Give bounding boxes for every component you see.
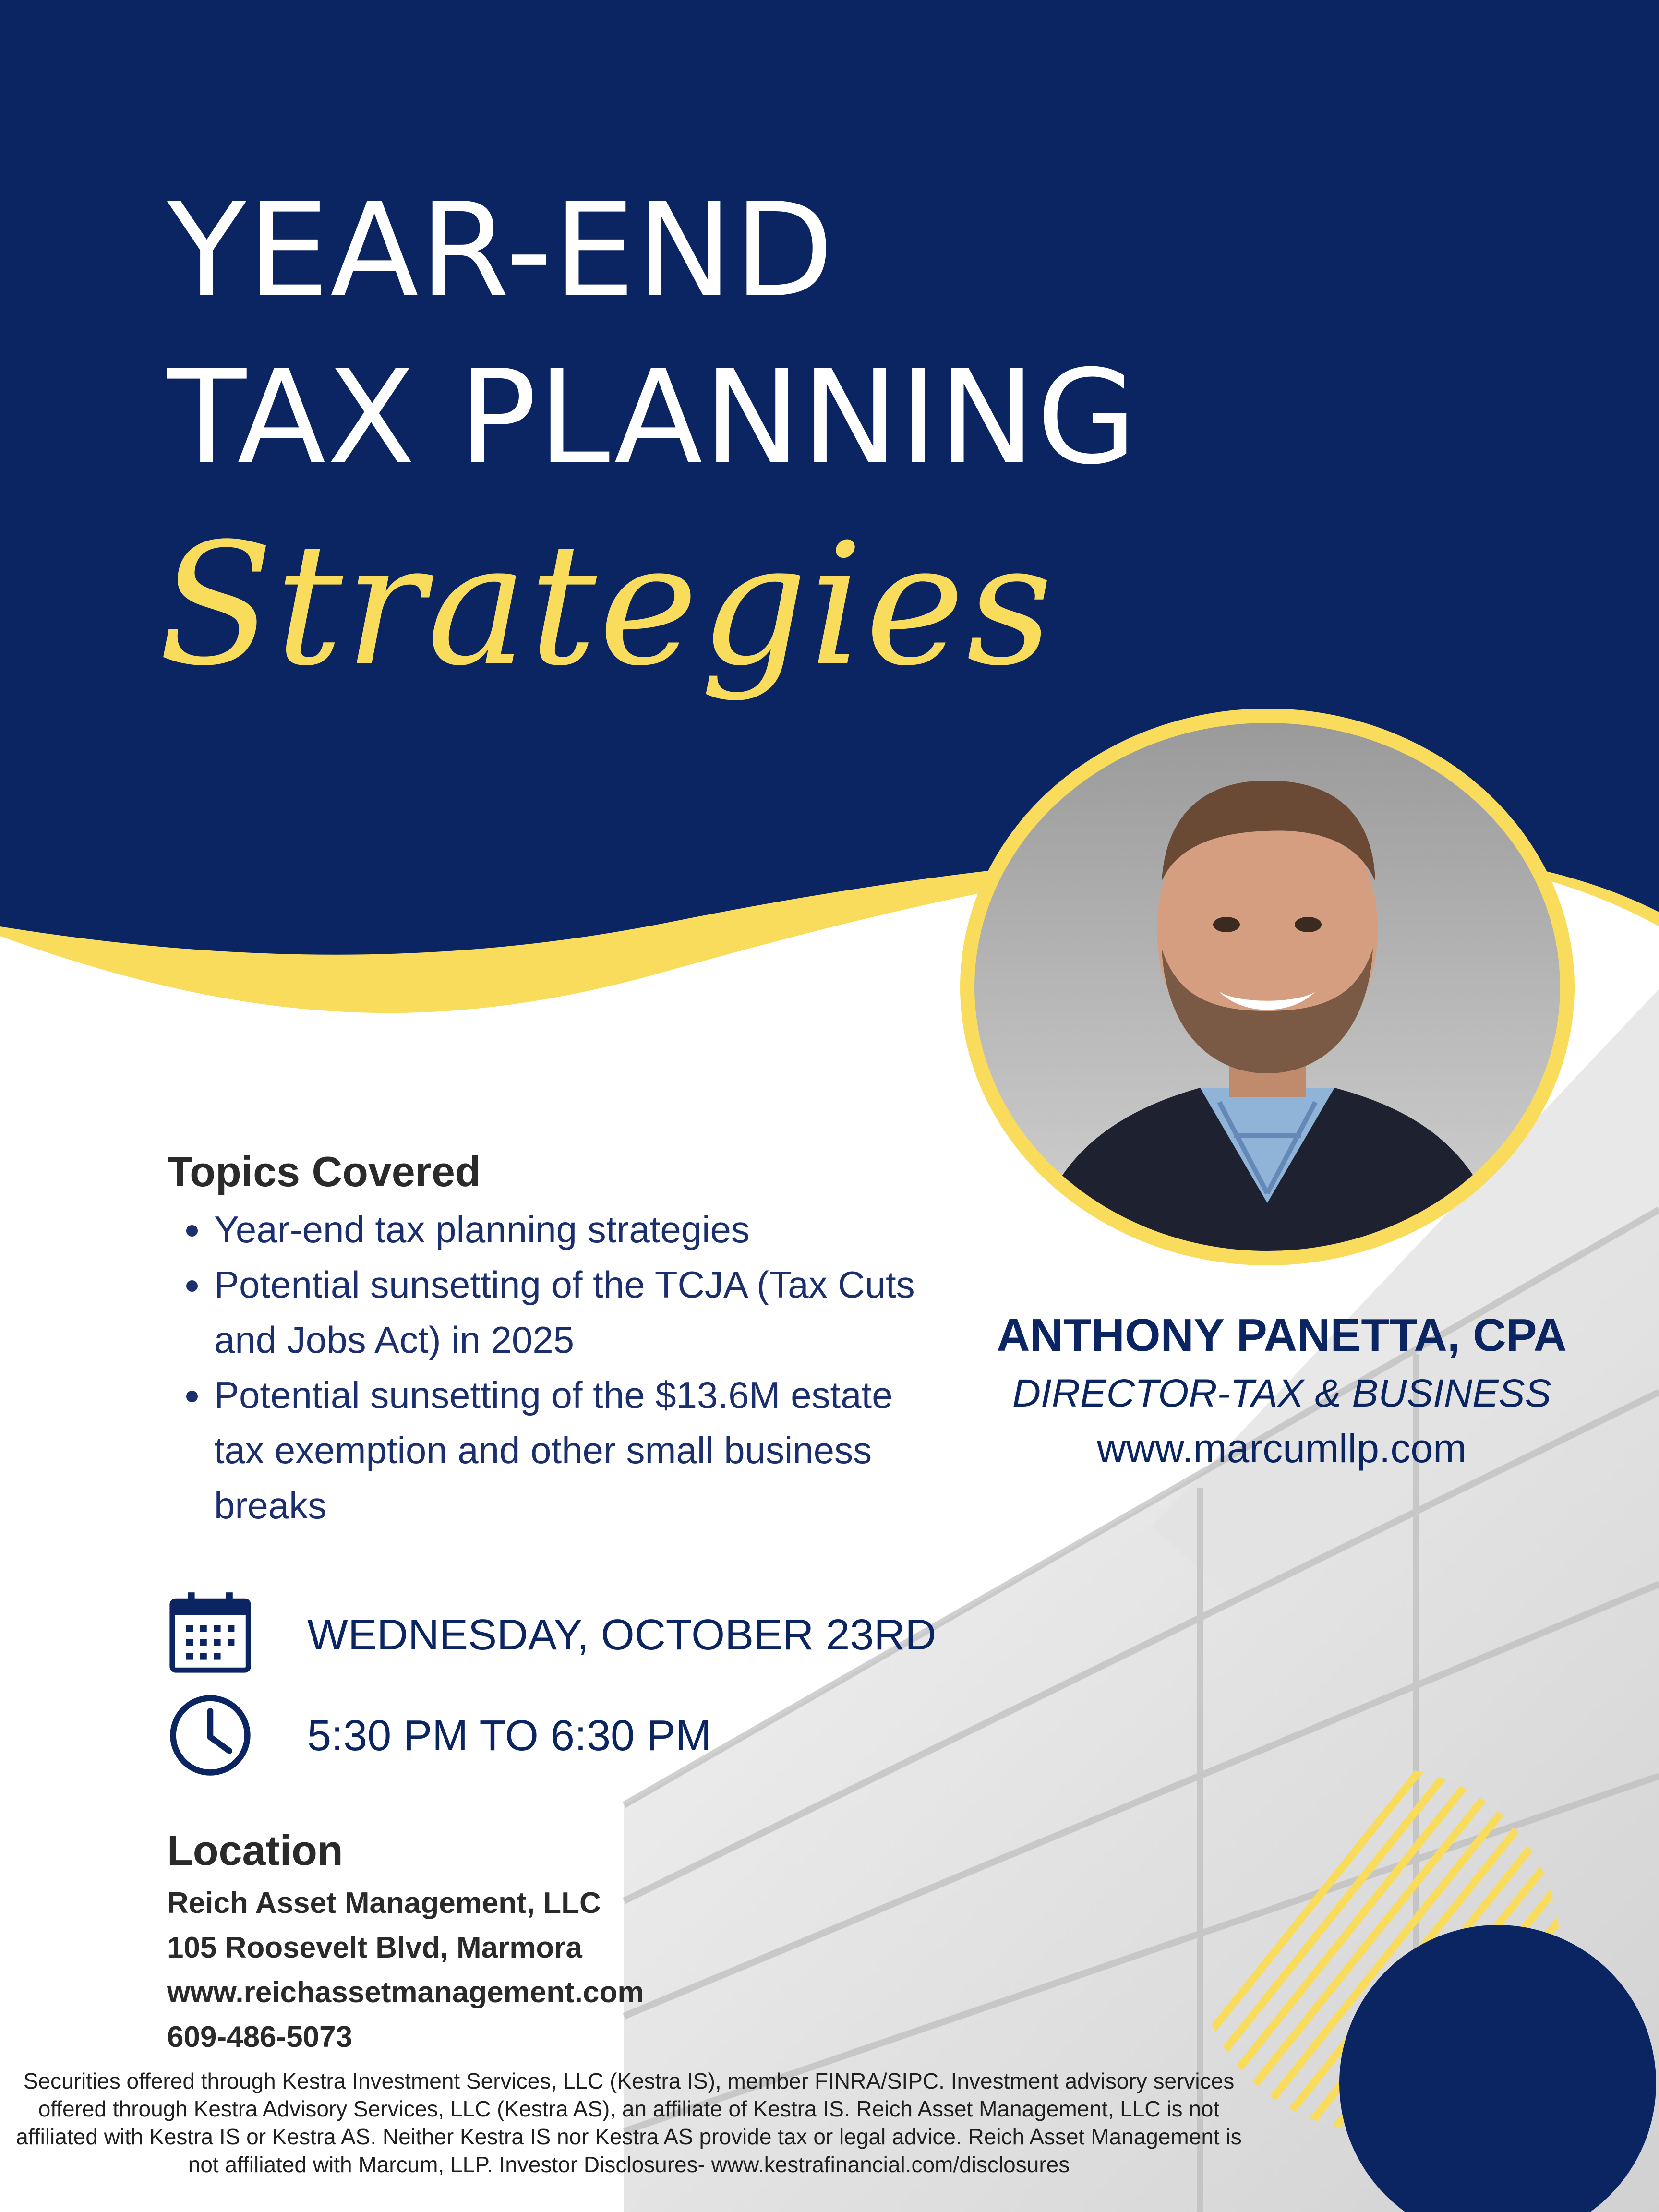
title-line-1: YEAR-END <box>167 175 835 326</box>
location-name: Reich Asset Management, LLC <box>167 1887 601 1920</box>
topics-heading: Topics Covered <box>167 1148 481 1195</box>
event-time: 5:30 PM TO 6:30 PM <box>307 1712 712 1760</box>
bullet-icon <box>186 1225 198 1237</box>
topic-item <box>182 1368 950 1533</box>
bullet-icon <box>186 1391 198 1402</box>
topics-list <box>182 1202 950 1533</box>
location-heading: Location <box>167 1827 343 1874</box>
topic-text: Potential sunsetting of the $13.6M estate tax exemption and other small business breaks <box>214 1374 893 1527</box>
speaker-role: DIRECTOR-TAX & BUSINESS <box>1012 1371 1551 1415</box>
topic-item <box>182 1202 950 1257</box>
clock-icon <box>167 1692 253 1779</box>
topic-text: Year-end tax planning strategies <box>214 1208 750 1250</box>
decorative-circle <box>1190 1757 1659 2212</box>
speaker-website[interactable]: www.marcumllp.com <box>1096 1426 1467 1471</box>
disclaimer: Securities offered through Kestra Investment Services, LLC (Kestra IS), member FINRA/SIPC. Investment advisory services offered through Kestra Advisory Services, LLC (Kestra AS), an affiliate of Kestra IS. Reich Asset Management, LLC is not affiliated with Kestra IS or Kestra AS. Neither Kestra IS nor Kestra AS provide tax or legal advice. Reich Asset Management is not affiliated with Marcum, LLP. Investor Disclosures- www.kestrafinancial.com/disclosures <box>16 2068 1242 2177</box>
location-address: 105 Roosevelt Blvd, Marmora <box>167 1931 582 1964</box>
event-date: WEDNESDAY, OCTOBER 23RD <box>307 1611 937 1659</box>
title-line-2: TAX PLANNING <box>167 342 1138 493</box>
calendar-icon <box>167 1589 253 1675</box>
speaker-photo <box>974 723 1560 1251</box>
location-phone[interactable]: 609-486-5073 <box>167 2020 353 2054</box>
location-website[interactable]: www.reichassetmanagement.com <box>167 1976 644 2009</box>
bullet-icon <box>186 1280 198 1292</box>
speaker-name: ANTHONY PANETTA, CPA <box>997 1310 1567 1361</box>
topic-text: Potential sunsetting of the TCJA (Tax Cuts and Jobs Act) in 2025 <box>214 1263 915 1361</box>
title-script: Strategies <box>158 507 1055 703</box>
topic-item <box>182 1257 950 1368</box>
